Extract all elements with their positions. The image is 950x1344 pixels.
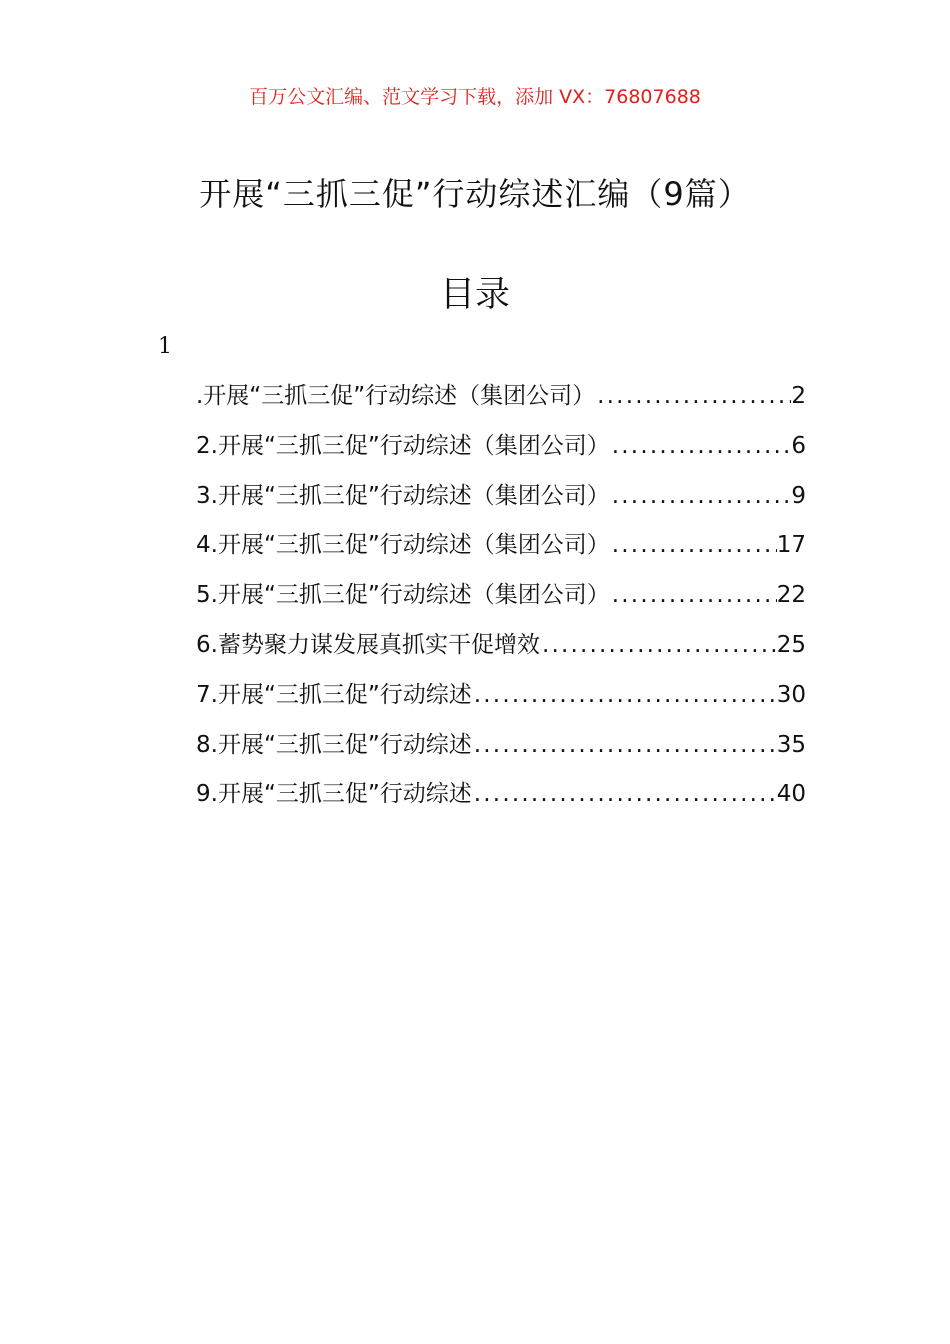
toc-entry-page: 35	[776, 731, 806, 758]
document-title: 开展“三抓三促”行动综述汇编（9篇）	[199, 175, 751, 213]
toc-dot-leader	[595, 376, 791, 416]
toc-dot-leader	[472, 774, 777, 814]
toc-entry-label: 7.开展“三抓三促”行动综述	[196, 681, 472, 708]
toc-entry-label: .开展“三抓三促”行动综述（集团公司）	[196, 383, 596, 409]
table-of-contents	[196, 376, 806, 824]
toc-entry-6[interactable]	[196, 625, 806, 675]
toc-entry-label: 3.开展“三抓三促”行动综述（集团公司）	[196, 482, 610, 509]
toc-dot-leader	[472, 725, 777, 765]
toc-entry-label: 9.开展“三抓三促”行动综述	[196, 781, 472, 808]
toc-entry-8[interactable]	[196, 725, 806, 775]
toc-entry-page: 40	[776, 781, 806, 808]
toc-entry-page: 6	[791, 432, 806, 459]
toc-dot-leader	[610, 525, 777, 565]
toc-dot-leader	[540, 625, 777, 665]
toc-entry-page: 22	[776, 582, 806, 609]
toc-entry-page: 25	[776, 631, 806, 658]
page-number-marker: 1	[158, 334, 172, 359]
toc-entry-label: 6.蓄势聚力谋发展真抓实干促增效	[196, 631, 540, 658]
toc-entry-label: 4.开展“三抓三促”行动综述（集团公司）	[196, 532, 610, 559]
toc-dot-leader	[610, 476, 792, 516]
toc-entry-7[interactable]	[196, 675, 806, 725]
toc-entry-page: 17	[776, 532, 806, 559]
toc-entry-3[interactable]	[196, 476, 806, 526]
toc-entry-2[interactable]	[196, 426, 806, 476]
toc-entry-5[interactable]	[196, 575, 806, 625]
toc-dot-leader	[610, 575, 777, 615]
toc-entry-label: 5.开展“三抓三促”行动综述（集团公司）	[196, 582, 610, 609]
toc-entry-label: 8.开展“三抓三促”行动综述	[196, 731, 472, 758]
toc-dot-leader	[610, 426, 792, 466]
toc-entry-1[interactable]	[196, 376, 806, 426]
toc-heading: 目录	[439, 275, 510, 315]
toc-entry-9[interactable]	[196, 774, 806, 824]
toc-entry-4[interactable]	[196, 525, 806, 575]
watermark-header: 百万公文汇编、范文学习下载，添加 VX：76807688	[249, 86, 701, 108]
toc-entry-page: 2	[791, 383, 806, 409]
toc-entry-label: 2.开展“三抓三促”行动综述（集团公司）	[196, 432, 610, 459]
toc-dot-leader	[472, 675, 777, 715]
toc-entry-page: 9	[791, 482, 806, 509]
toc-entry-page: 30	[776, 681, 806, 708]
